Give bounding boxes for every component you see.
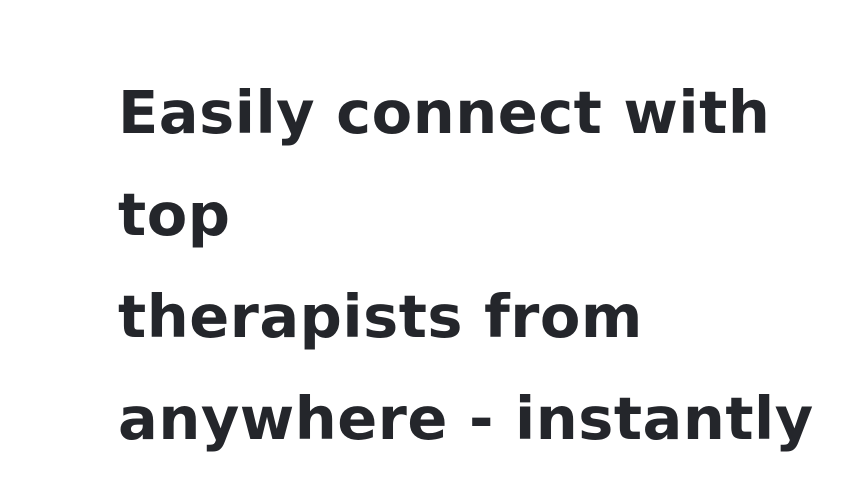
headline-line-2: top [118,180,231,249]
headline-line-4: anywhere - instantly [118,384,814,453]
headline-line-1: Easily connect with [118,78,771,147]
headline-line-3: therapists from [118,282,643,351]
hero-section [118,62,838,470]
hero-headline [118,62,838,470]
